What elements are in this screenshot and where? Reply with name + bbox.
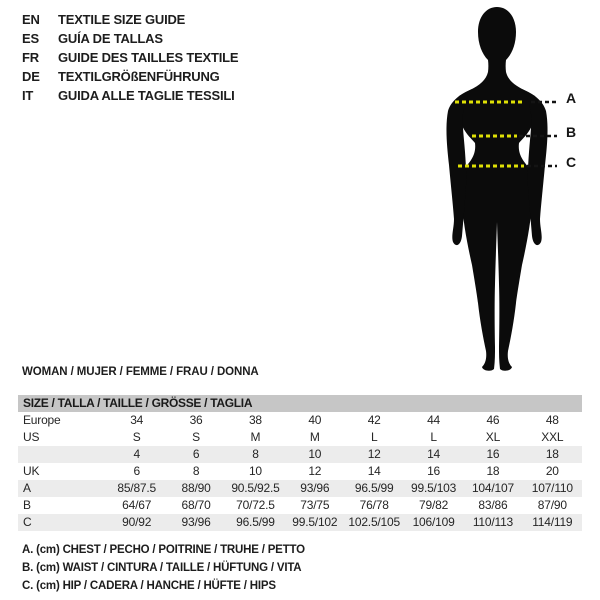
size-cell: 88/90 (181, 481, 211, 495)
size-cell: 107/110 (531, 481, 573, 495)
size-cell: 64/67 (122, 498, 152, 512)
language-row-es (22, 29, 238, 48)
size-cell: M (309, 430, 320, 444)
size-cell: L (430, 430, 437, 444)
table-row-uk (18, 463, 582, 480)
row-label: UK (23, 464, 40, 478)
size-cell: 96.5/99 (354, 481, 394, 495)
size-cell: 34 (130, 413, 144, 427)
size-cell: 106/109 (412, 515, 455, 529)
size-cell: 110/113 (472, 515, 514, 529)
size-cell: 93/96 (181, 515, 211, 529)
table-row-us (18, 429, 582, 446)
table-row-us-numeric (18, 446, 582, 463)
table-row-europe (18, 412, 582, 429)
legend-line-c: C. (cm) HIP / CADERA / HANCHE / HÜFTE / HIPS (22, 580, 276, 592)
row-label (18, 446, 107, 463)
marker-label-a: A (566, 90, 576, 106)
size-cell: 16 (427, 464, 441, 478)
size-cell: 46 (486, 413, 500, 427)
size-cell: S (132, 430, 141, 444)
language-label: GUIDA ALLE TAGLIE TESSILI (58, 88, 235, 103)
size-cell: 12 (367, 447, 381, 461)
size-cell: 8 (252, 447, 259, 461)
size-cell: 90/92 (122, 515, 152, 529)
size-cell: 14 (427, 447, 441, 461)
language-label: GUÍA DE TALLAS (58, 31, 163, 46)
section-title: WOMAN / MUJER / FEMME / FRAU / DONNA (22, 366, 259, 378)
language-code: DE (22, 69, 40, 84)
size-cell: 16 (486, 447, 500, 461)
size-cell: 114/119 (532, 515, 573, 529)
legend-line-b: B. (cm) WAIST / CINTURA / TAILLE / HÜFTUNG / VITA (22, 562, 302, 574)
language-code: FR (22, 50, 39, 65)
marker-label-b: B (566, 124, 576, 140)
size-cell: 73/75 (300, 498, 330, 512)
row-label: A (23, 481, 31, 495)
language-label: TEXTILE SIZE GUIDE (58, 12, 186, 27)
size-cell: 6 (192, 447, 200, 461)
size-cell: XXL (541, 430, 564, 444)
row-label: B (23, 498, 31, 512)
size-cell: 42 (367, 413, 381, 427)
size-cell: 79/82 (419, 498, 449, 512)
size-cell: 90.5/92.5 (231, 481, 280, 495)
size-cell: 8 (192, 464, 200, 478)
table-row-a (18, 480, 582, 497)
size-cell: M (250, 430, 261, 444)
size-cell: XL (485, 430, 501, 444)
language-list (22, 10, 238, 105)
size-cell: 76/78 (359, 498, 389, 512)
language-row-it (22, 86, 238, 105)
size-cell: 6 (133, 464, 140, 478)
size-cell: 48 (545, 413, 559, 427)
size-cell: 99.5/102 (292, 515, 338, 529)
size-cell: 104/107 (471, 481, 514, 495)
size-table (18, 395, 582, 531)
size-table-body (18, 412, 582, 531)
size-cell: 70/72.5 (236, 498, 275, 512)
legend-line-a: A. (cm) CHEST / PECHO / POITRINE / TRUHE / PETTO (22, 544, 305, 556)
size-cell: 44 (427, 413, 441, 427)
size-cell: 93/96 (300, 481, 330, 495)
size-cell: 4 (133, 447, 140, 461)
size-cell: 18 (486, 464, 500, 478)
row-label: US (23, 430, 40, 444)
language-code: ES (22, 31, 39, 46)
size-cell: 36 (189, 413, 203, 427)
size-cell: 14 (367, 464, 381, 478)
table-row-c (18, 514, 582, 531)
silhouette-body (457, 7, 537, 371)
size-cell: 96.5/99 (236, 515, 275, 529)
language-label: GUIDE DES TAILLES TEXTILE (58, 50, 239, 65)
size-cell: 102.5/105 (348, 515, 400, 529)
language-code: IT (22, 88, 34, 103)
row-label: C (23, 515, 32, 529)
size-cell: 20 (545, 464, 559, 478)
size-cell: 12 (308, 464, 322, 478)
size-cell: S (192, 430, 200, 444)
figure-area (420, 0, 600, 380)
measurement-legend (22, 541, 305, 595)
language-row-fr (22, 48, 238, 67)
size-cell: 85/87.5 (117, 481, 156, 495)
size-cell: 10 (248, 464, 262, 478)
size-cell: 99.5/103 (411, 481, 457, 495)
size-cell: 40 (308, 413, 322, 427)
language-row-en (22, 10, 238, 29)
row-label: Europe (23, 413, 61, 427)
size-cell: 38 (248, 413, 262, 427)
table-row-b (18, 497, 582, 514)
size-cell: L (370, 430, 378, 444)
language-code: EN (22, 12, 40, 27)
size-cell: 87/90 (537, 498, 567, 512)
size-cell: 83/86 (478, 498, 508, 512)
language-row-de (22, 67, 238, 86)
woman-silhouette (427, 4, 567, 376)
size-cell: 68/70 (181, 498, 211, 512)
marker-label-c: C (566, 154, 576, 170)
language-label: TEXTILGRÖßENFÜHRUNG (58, 69, 220, 84)
size-cell: 18 (545, 447, 559, 461)
size-cell: 10 (308, 447, 322, 461)
size-table-header: SIZE / TALLA / TAILLE / GRÖSSE / TAGLIA (18, 395, 582, 412)
